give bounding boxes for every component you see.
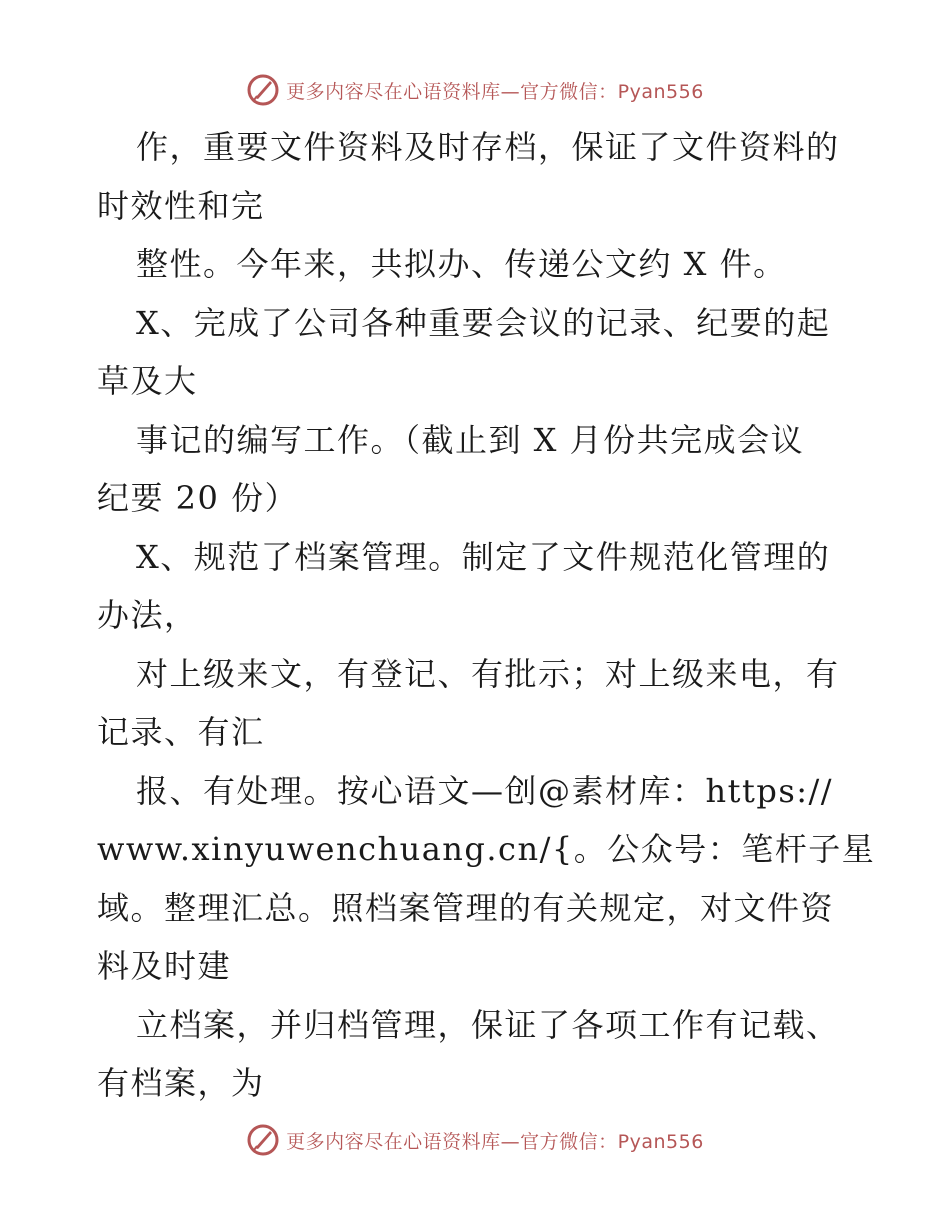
- watermark-header: [0, 70, 950, 110]
- text-line: 料及时建: [97, 947, 232, 985]
- text-line: 立档案，并归档管理，保证了各项工作有记载、: [136, 1005, 840, 1044]
- text-line: 对上级来文，有登记、有批示；对上级来电，有: [136, 654, 840, 693]
- watermark-text: 更多内容尽在心语资料库—官方微信：Pyan556: [286, 80, 704, 103]
- text-line: 记录、有汇: [97, 713, 265, 751]
- text-line: 有档案，为: [97, 1064, 265, 1102]
- text-line: X、规范了档案管理。制定了文件规范化管理的: [136, 537, 831, 576]
- text-line: 域。整理汇总。照档案管理的有关规定，对文件资: [97, 888, 835, 927]
- text-line: 整性。今年来，共拟办、传递公文约 X 件。: [136, 245, 787, 283]
- text-line: 草及大: [97, 362, 198, 400]
- text-line: X、完成了公司各种重要会议的记录、纪要的起: [136, 303, 831, 342]
- watermark-text: 更多内容尽在心语资料库—官方微信：Pyan556: [286, 1130, 704, 1153]
- text-line: 事记的编写工作。（截止到 X 月份共完成会议: [136, 420, 805, 459]
- document-body: [97, 118, 876, 1113]
- text-line: 纪要 20 份）: [97, 479, 299, 517]
- text-line: 时效性和完: [97, 186, 265, 225]
- text-line: 作，重要文件资料及时存档，保证了文件资料的: [136, 128, 840, 166]
- text-line: www.xinyuwenchuang.cn/{。公众号：笔杆子星: [97, 830, 876, 868]
- watermark-footer: [0, 1120, 950, 1160]
- text-line: 办法，: [97, 596, 198, 634]
- text-line: 报、有处理。按心语文—创@素材库：https://: [136, 771, 834, 810]
- feather-logo-icon: [246, 73, 280, 107]
- feather-logo-icon: [246, 1123, 280, 1157]
